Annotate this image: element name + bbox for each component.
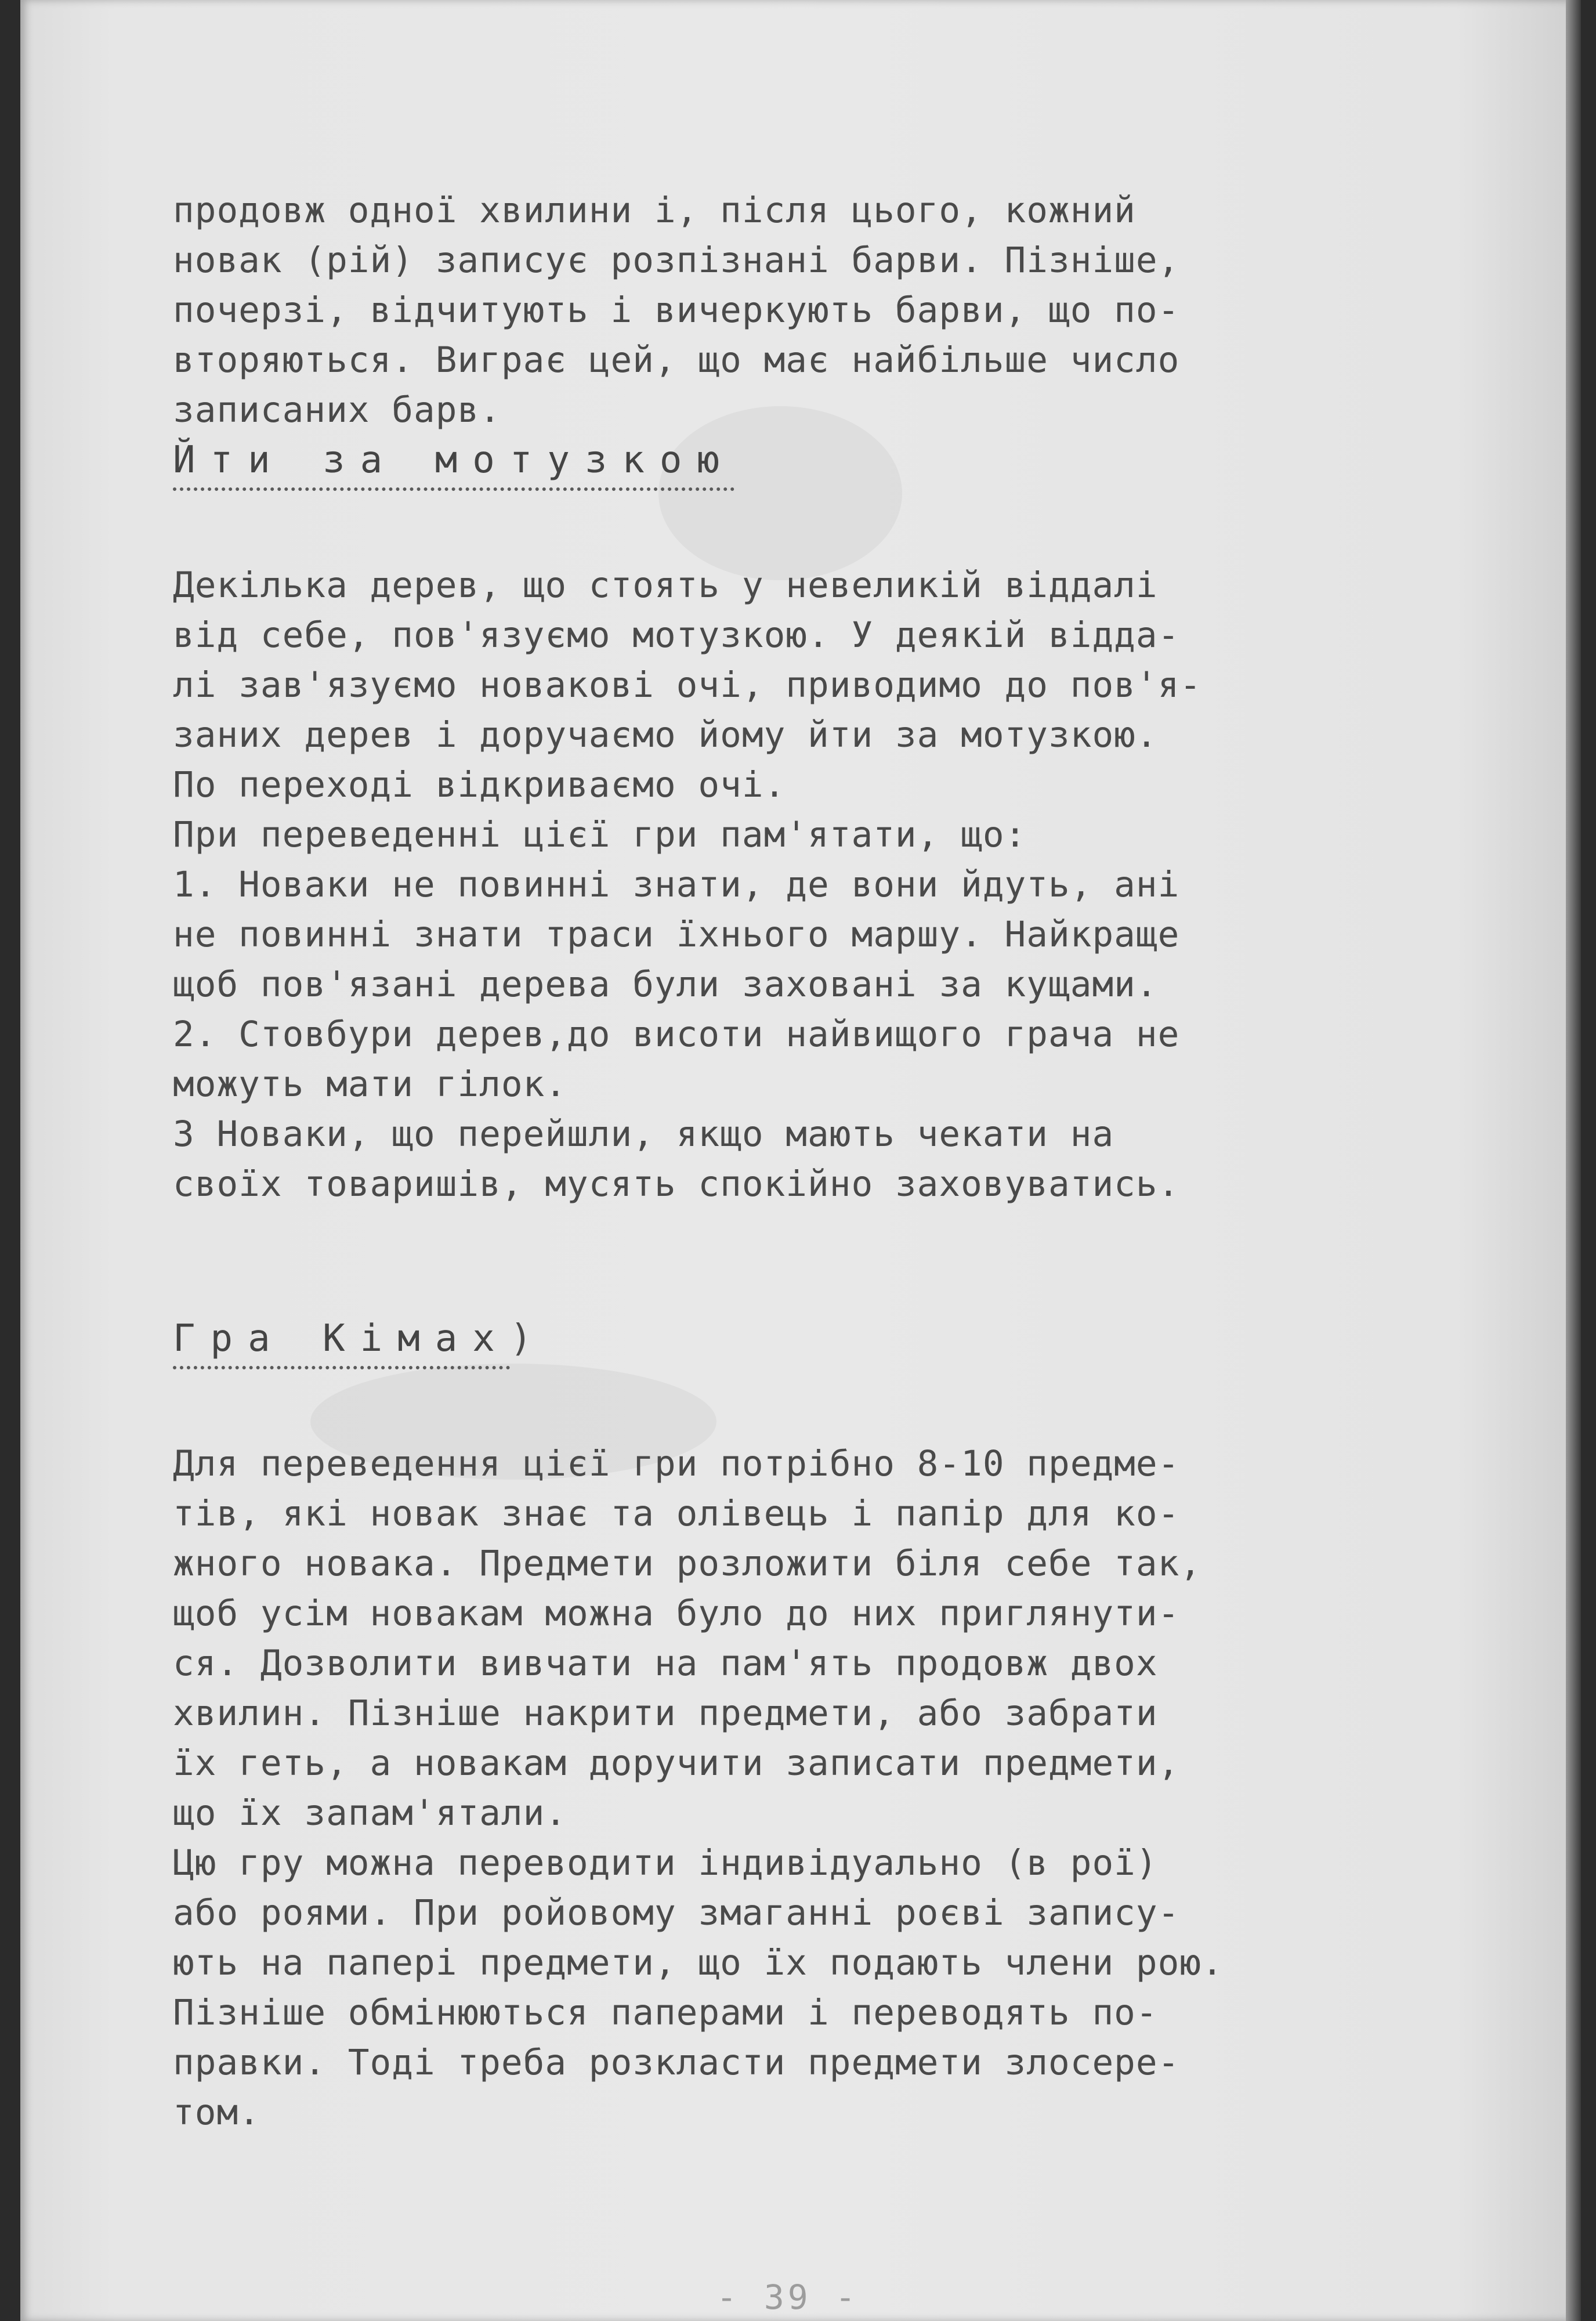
- text-line: Пізніше обмінюються паперами і переводять по-: [173, 1992, 1158, 2033]
- text-line: По переході відкриваємо очі.: [173, 764, 786, 805]
- text-line: ся. Дозволити вивчати на пам'ять продовж двох: [173, 1643, 1158, 1684]
- footnote-mark: ): [509, 1317, 533, 1360]
- text-line: 2. Стовбури дерев,до висоти найвищого грача не: [173, 1014, 1180, 1055]
- text-line: вторяються. Виграє цей, що має найбільше число: [173, 339, 1180, 381]
- text-line: правки. Тоді треба розкласти предмети злосере-: [173, 2042, 1180, 2083]
- text-line: щоб усім новакам можна було до них приглянути-: [173, 1593, 1180, 1634]
- text-line: або роями. При ройовому змаганні роєві запису-: [173, 1892, 1180, 1933]
- page-binding-edge: [1566, 0, 1581, 2321]
- text-line: не повинні знати траси їхнього маршу. Найкраще: [173, 914, 1180, 955]
- text-line: При переведенні цієї гри пам'ятати, що:: [173, 814, 1027, 855]
- text-line: можуть мати гілок.: [173, 1064, 567, 1105]
- section-title-kim-game: Гра Кімах: [173, 1314, 510, 1369]
- text-line: лі зав'язуємо новакові очі, приводимо до пов'я-: [173, 664, 1202, 706]
- text-line: що їх запам'ятали.: [173, 1792, 567, 1834]
- text-line: щоб пов'язані дерева були заховані за кущами.: [173, 964, 1158, 1005]
- text-line: їх геть, а новакам доручити записати предмети,: [173, 1742, 1180, 1784]
- text-line: записаних барв.: [173, 389, 501, 431]
- text-line: хвилин. Пізніше накрити предмети, або забрати: [173, 1693, 1158, 1734]
- rope-walk-rules: [173, 810, 1554, 1209]
- document-text: [173, 186, 1554, 2138]
- document-page: [20, 0, 1581, 2321]
- rope-walk-paragraph: [173, 561, 1554, 810]
- text-line: тів, які новак знає та олівець і папір для ко-: [173, 1493, 1180, 1534]
- section-title-kim-game-row: [173, 1314, 1554, 1439]
- text-line: заних дерев і доручаємо йому йти за мотузкою.: [173, 714, 1158, 755]
- text-line: новак (рій) записує розпізнані барви. Пізніше,: [173, 240, 1180, 281]
- text-line: почерзі, відчитують і вичеркують барви, що по-: [173, 290, 1180, 331]
- text-line: Декілька дерев, що стоять у невеликій віддалі: [173, 565, 1158, 606]
- text-line: ють на папері предмети, що їх подають члени рою.: [173, 1942, 1224, 1983]
- text-line: своїх товаришів, мусять спокійно заховуватись.: [173, 1163, 1180, 1205]
- text-line: від себе, пов'язуємо мотузкою. У деякій відда-: [173, 614, 1180, 656]
- text-line: Цю гру можна переводити індивідуально (в рої): [173, 1842, 1158, 1883]
- kim-game-paragraph: [173, 1439, 1554, 2138]
- intro-paragraph: [173, 186, 1554, 435]
- text-line: продовж одної хвилини і, після цього, кожний: [173, 190, 1136, 231]
- text-line: Для переведення цієї гри потрібно 8-10 предме-: [173, 1443, 1180, 1484]
- section-title-rope-walk: Йти за мотузкою: [173, 435, 734, 491]
- text-line: 1. Новаки не повинні знати, де вони йдуть, ані: [173, 864, 1180, 905]
- text-line: том.: [173, 2092, 260, 2133]
- page-number: - 39 -: [716, 2277, 859, 2317]
- text-line: жного новака. Предмети розложити біля себе так,: [173, 1543, 1202, 1584]
- text-line: 3 Новаки, що перейшли, якщо мають чекати на: [173, 1113, 1114, 1155]
